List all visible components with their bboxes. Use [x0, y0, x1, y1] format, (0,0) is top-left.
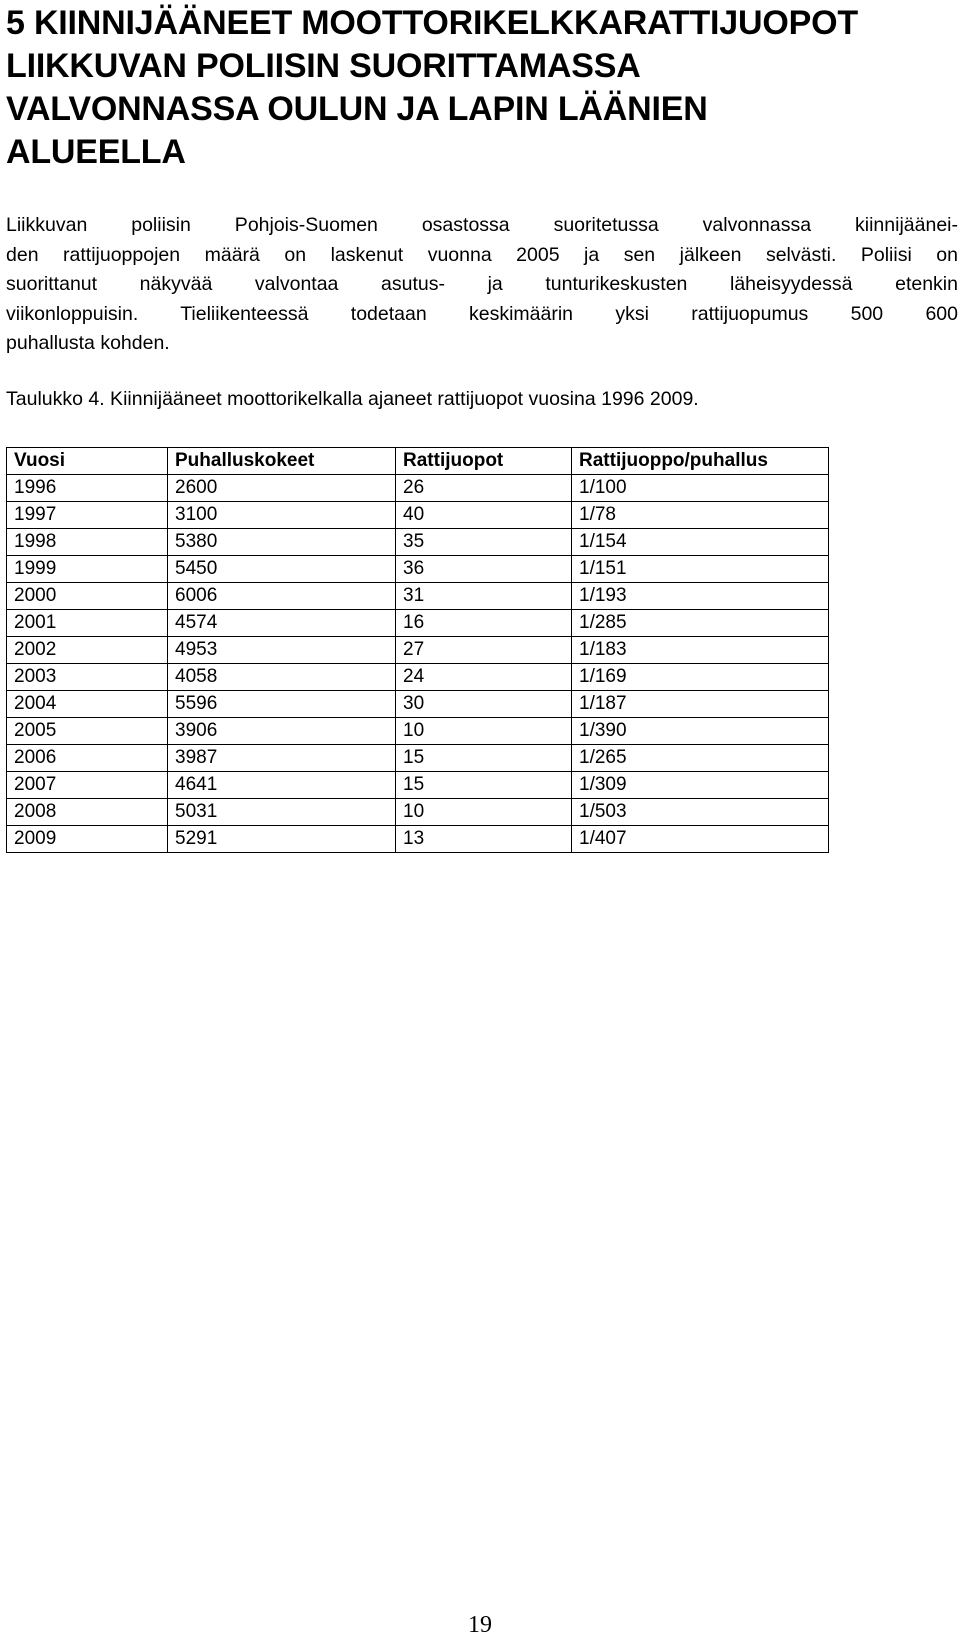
cell-drunk-drivers: 16: [396, 610, 572, 637]
cell-breath-tests: 5031: [168, 799, 396, 826]
table-row: [7, 583, 829, 610]
table-row: [7, 556, 829, 583]
table-row: [7, 745, 829, 772]
cell-ratio: 1/285: [572, 610, 829, 637]
cell-ratio: 1/151: [572, 556, 829, 583]
table-row: [7, 826, 829, 853]
cell-ratio: 1/169: [572, 664, 829, 691]
table-header-row: [7, 448, 829, 475]
table-caption: Taulukko 4. Kiinnijääneet moottorikelkalla ajaneet rattijuopot vuosina 1996 2009.: [6, 388, 699, 410]
cell-drunk-drivers: 30: [396, 691, 572, 718]
cell-year: 1996: [7, 475, 168, 502]
page-number: 19: [468, 1612, 492, 1638]
heading-line: LIIKKUVAN POLIISIN SUORITTAMASSA: [6, 47, 641, 85]
cell-breath-tests: 5380: [168, 529, 396, 556]
cell-breath-tests: 3100: [168, 502, 396, 529]
cell-year: 2001: [7, 610, 168, 637]
cell-breath-tests: 3987: [168, 745, 396, 772]
cell-drunk-drivers: 10: [396, 799, 572, 826]
column-header-drunk-drivers: Rattijuopot: [396, 448, 572, 475]
table-row: [7, 502, 829, 529]
cell-year: 2000: [7, 583, 168, 610]
cell-drunk-drivers: 13: [396, 826, 572, 853]
cell-ratio: 1/187: [572, 691, 829, 718]
paragraph-line: viikonloppuisin. Tieliikenteessä todetaan keskimäärin yksi rattijuopumus 500 600: [6, 302, 958, 325]
table-row: [7, 718, 829, 745]
cell-ratio: 1/154: [572, 529, 829, 556]
cell-year: 1997: [7, 502, 168, 529]
cell-ratio: 1/309: [572, 772, 829, 799]
table-row: [7, 664, 829, 691]
paragraph-line: puhallusta kohden.: [6, 332, 170, 354]
cell-year: 2002: [7, 637, 168, 664]
table-row: [7, 610, 829, 637]
column-header-ratio: Rattijuoppo/puhallus: [572, 448, 829, 475]
table-row: [7, 799, 829, 826]
cell-breath-tests: 4641: [168, 772, 396, 799]
cell-drunk-drivers: 35: [396, 529, 572, 556]
cell-drunk-drivers: 27: [396, 637, 572, 664]
cell-breath-tests: 2600: [168, 475, 396, 502]
paragraph-line: suorittanut näkyvää valvontaa asutus- ja tunturikeskusten läheisyydessä etenkin: [6, 273, 958, 295]
cell-year: 2004: [7, 691, 168, 718]
cell-ratio: 1/407: [572, 826, 829, 853]
cell-ratio: 1/390: [572, 718, 829, 745]
table-row: [7, 475, 829, 502]
cell-year: 2009: [7, 826, 168, 853]
cell-drunk-drivers: 36: [396, 556, 572, 583]
cell-ratio: 1/503: [572, 799, 829, 826]
cell-drunk-drivers: 40: [396, 502, 572, 529]
cell-breath-tests: 4953: [168, 637, 396, 664]
column-header-breath-tests: Puhalluskokeet: [168, 448, 396, 475]
heading-line: VALVONNASSA OULUN JA LAPIN LÄÄNIEN: [6, 90, 708, 128]
cell-breath-tests: 5596: [168, 691, 396, 718]
cell-drunk-drivers: 26: [396, 475, 572, 502]
cell-breath-tests: 5450: [168, 556, 396, 583]
cell-breath-tests: 4574: [168, 610, 396, 637]
cell-breath-tests: 4058: [168, 664, 396, 691]
cell-drunk-drivers: 24: [396, 664, 572, 691]
section-heading: [6, 2, 946, 174]
cell-year: 1998: [7, 529, 168, 556]
cell-drunk-drivers: 31: [396, 583, 572, 610]
cell-breath-tests: 5291: [168, 826, 396, 853]
heading-line: ALUEELLA: [6, 133, 186, 171]
paragraph-line: Liikkuvan poliisin Pohjois-Suomen osastossa suoritetussa valvonnassa kiinnijäänei-: [6, 214, 958, 236]
cell-breath-tests: 3906: [168, 718, 396, 745]
cell-ratio: 1/100: [572, 475, 829, 502]
cell-breath-tests: 6006: [168, 583, 396, 610]
cell-drunk-drivers: 15: [396, 745, 572, 772]
cell-drunk-drivers: 15: [396, 772, 572, 799]
table-row: [7, 691, 829, 718]
intro-paragraph: [6, 211, 958, 359]
paragraph-line: den rattijuoppojen määrä on laskenut vuonna 2005 ja sen jälkeen selvästi. Poliisi on: [6, 243, 958, 266]
table-row: [7, 772, 829, 799]
cell-ratio: 1/265: [572, 745, 829, 772]
cell-year: 2003: [7, 664, 168, 691]
heading-line: 5 KIINNIJÄÄNEET MOOTTORIKELKKARATTIJUOPOT: [6, 4, 858, 42]
table-row: [7, 637, 829, 664]
cell-year: 2008: [7, 799, 168, 826]
cell-drunk-drivers: 10: [396, 718, 572, 745]
cell-year: 2005: [7, 718, 168, 745]
cell-ratio: 1/193: [572, 583, 829, 610]
table-body: [7, 475, 829, 853]
cell-ratio: 1/78: [572, 502, 829, 529]
cell-year: 2007: [7, 772, 168, 799]
column-header-year: Vuosi: [7, 448, 168, 475]
cell-year: 1999: [7, 556, 168, 583]
cell-year: 2006: [7, 745, 168, 772]
cell-ratio: 1/183: [572, 637, 829, 664]
table-row: [7, 529, 829, 556]
data-table: [6, 447, 829, 853]
